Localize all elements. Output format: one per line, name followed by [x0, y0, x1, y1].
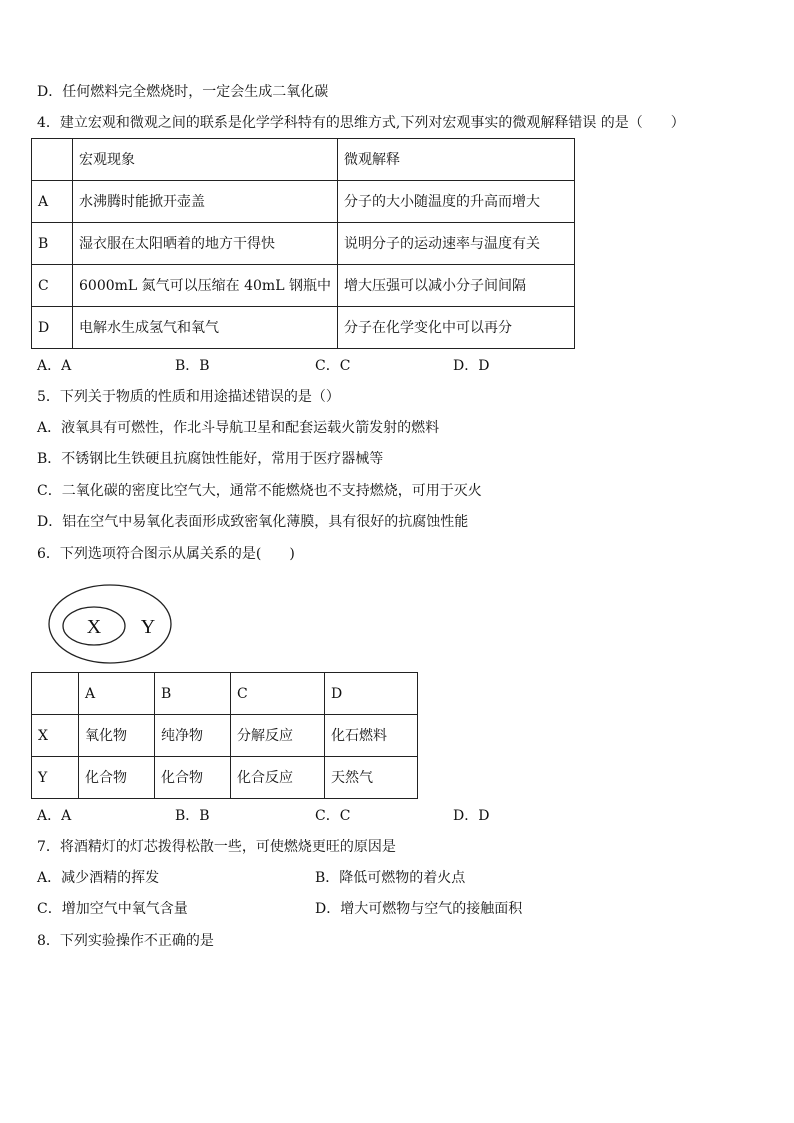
q6-choice-d: D．D — [453, 808, 490, 824]
inner-label: X — [86, 616, 102, 638]
table-cell: C — [32, 265, 73, 307]
table-cell: 化合反应 — [231, 757, 325, 799]
table-row — [32, 181, 575, 223]
q7-option-d: D．增大可燃物与空气的接触面积 — [315, 901, 523, 917]
table-row — [32, 307, 575, 349]
q5-option-a: A．液氧具有可燃性，作北斗导航卫星和配套运载火箭发射的燃料 — [37, 420, 440, 436]
table-header-cell: C — [231, 673, 325, 715]
q5-option-d: D．铝在空气中易氧化表面形成致密氧化薄膜，具有很好的抗腐蚀性能 — [37, 514, 469, 530]
table-header-row — [32, 139, 575, 181]
table-row — [32, 757, 418, 799]
table-cell: 氧化物 — [79, 715, 155, 757]
table-cell: 分解反应 — [231, 715, 325, 757]
table-cell: 说明分子的运动速率与温度有关 — [337, 223, 574, 265]
q4-choice-b: B．B — [175, 358, 210, 374]
q6-choice-b: B．B — [175, 808, 210, 824]
outer-label: Y — [140, 616, 156, 638]
table-header-row — [32, 673, 418, 715]
table-cell: 化合物 — [155, 757, 231, 799]
table-cell: 天然气 — [325, 757, 418, 799]
table-cell: 化合物 — [79, 757, 155, 799]
table-cell: B — [32, 223, 73, 265]
table-cell: Y — [32, 757, 79, 799]
q4-choice-a: A．A — [37, 358, 72, 374]
table-cell: 电解水生成氢气和氧气 — [73, 307, 338, 349]
q8-stem: 8．下列实验操作不正确的是 — [37, 933, 214, 949]
table-cell: D — [32, 307, 73, 349]
q6-table — [31, 672, 418, 799]
table-header-cell: A — [79, 673, 155, 715]
table-cell: 纯净物 — [155, 715, 231, 757]
table-header-cell: 微观解释 — [337, 139, 574, 181]
table-cell: 6000mL 氮气可以压缩在 40mL 钢瓶中 — [73, 265, 338, 307]
table-cell: 湿衣服在太阳晒着的地方干得快 — [73, 223, 338, 265]
q4-choice-d: D．D — [453, 358, 490, 374]
table-header-cell — [32, 673, 79, 715]
q6-stem: 6．下列选项符合图示从属关系的是( ) — [37, 546, 295, 562]
q4-choice-c: C．C — [315, 358, 351, 374]
table-cell: 分子的大小随温度的升高而增大 — [337, 181, 574, 223]
q7-option-b: B．降低可燃物的着火点 — [315, 870, 466, 886]
q6-choice-c: C．C — [315, 808, 351, 824]
table-cell: 增大压强可以减小分子间间隔 — [337, 265, 574, 307]
q5-option-c: C．二氧化碳的密度比空气大，通常不能燃烧也不支持燃烧，可用于灭火 — [37, 483, 482, 499]
table-cell: 化石燃料 — [325, 715, 418, 757]
venn-diagram — [48, 583, 174, 665]
table-row — [32, 223, 575, 265]
table-cell: A — [32, 181, 73, 223]
q7-option-a: A．减少酒精的挥发 — [37, 870, 160, 886]
q5-option-b: B．不锈钢比生铁硬且抗腐蚀性能好，常用于医疗器械等 — [37, 451, 384, 467]
q6-choice-a: A．A — [37, 808, 72, 824]
table-header-cell: B — [155, 673, 231, 715]
table-cell: 水沸腾时能掀开壶盖 — [73, 181, 338, 223]
q3-option-d: D．任何燃料完全燃烧时，一定会生成二氧化碳 — [37, 84, 329, 100]
table-row — [32, 715, 418, 757]
table-header-cell — [32, 139, 73, 181]
table-header-cell: D — [325, 673, 418, 715]
table-cell: 分子在化学变化中可以再分 — [337, 307, 574, 349]
table-cell: X — [32, 715, 79, 757]
q7-stem: 7．将酒精灯的灯芯拨得松散一些，可使燃烧更旺的原因是 — [37, 839, 396, 855]
table-row — [32, 265, 575, 307]
q5-stem: 5．下列关于物质的性质和用途描述错误的是（） — [37, 389, 340, 405]
q7-option-c: C．增加空气中氧气含量 — [37, 901, 188, 917]
table-header-cell: 宏观现象 — [73, 139, 338, 181]
q4-table — [31, 138, 575, 349]
q4-stem: 4．建立宏观和微观之间的联系是化学学科特有的思维方式,下列对宏观事实的微观解释错误 的是（ ） — [37, 115, 685, 131]
